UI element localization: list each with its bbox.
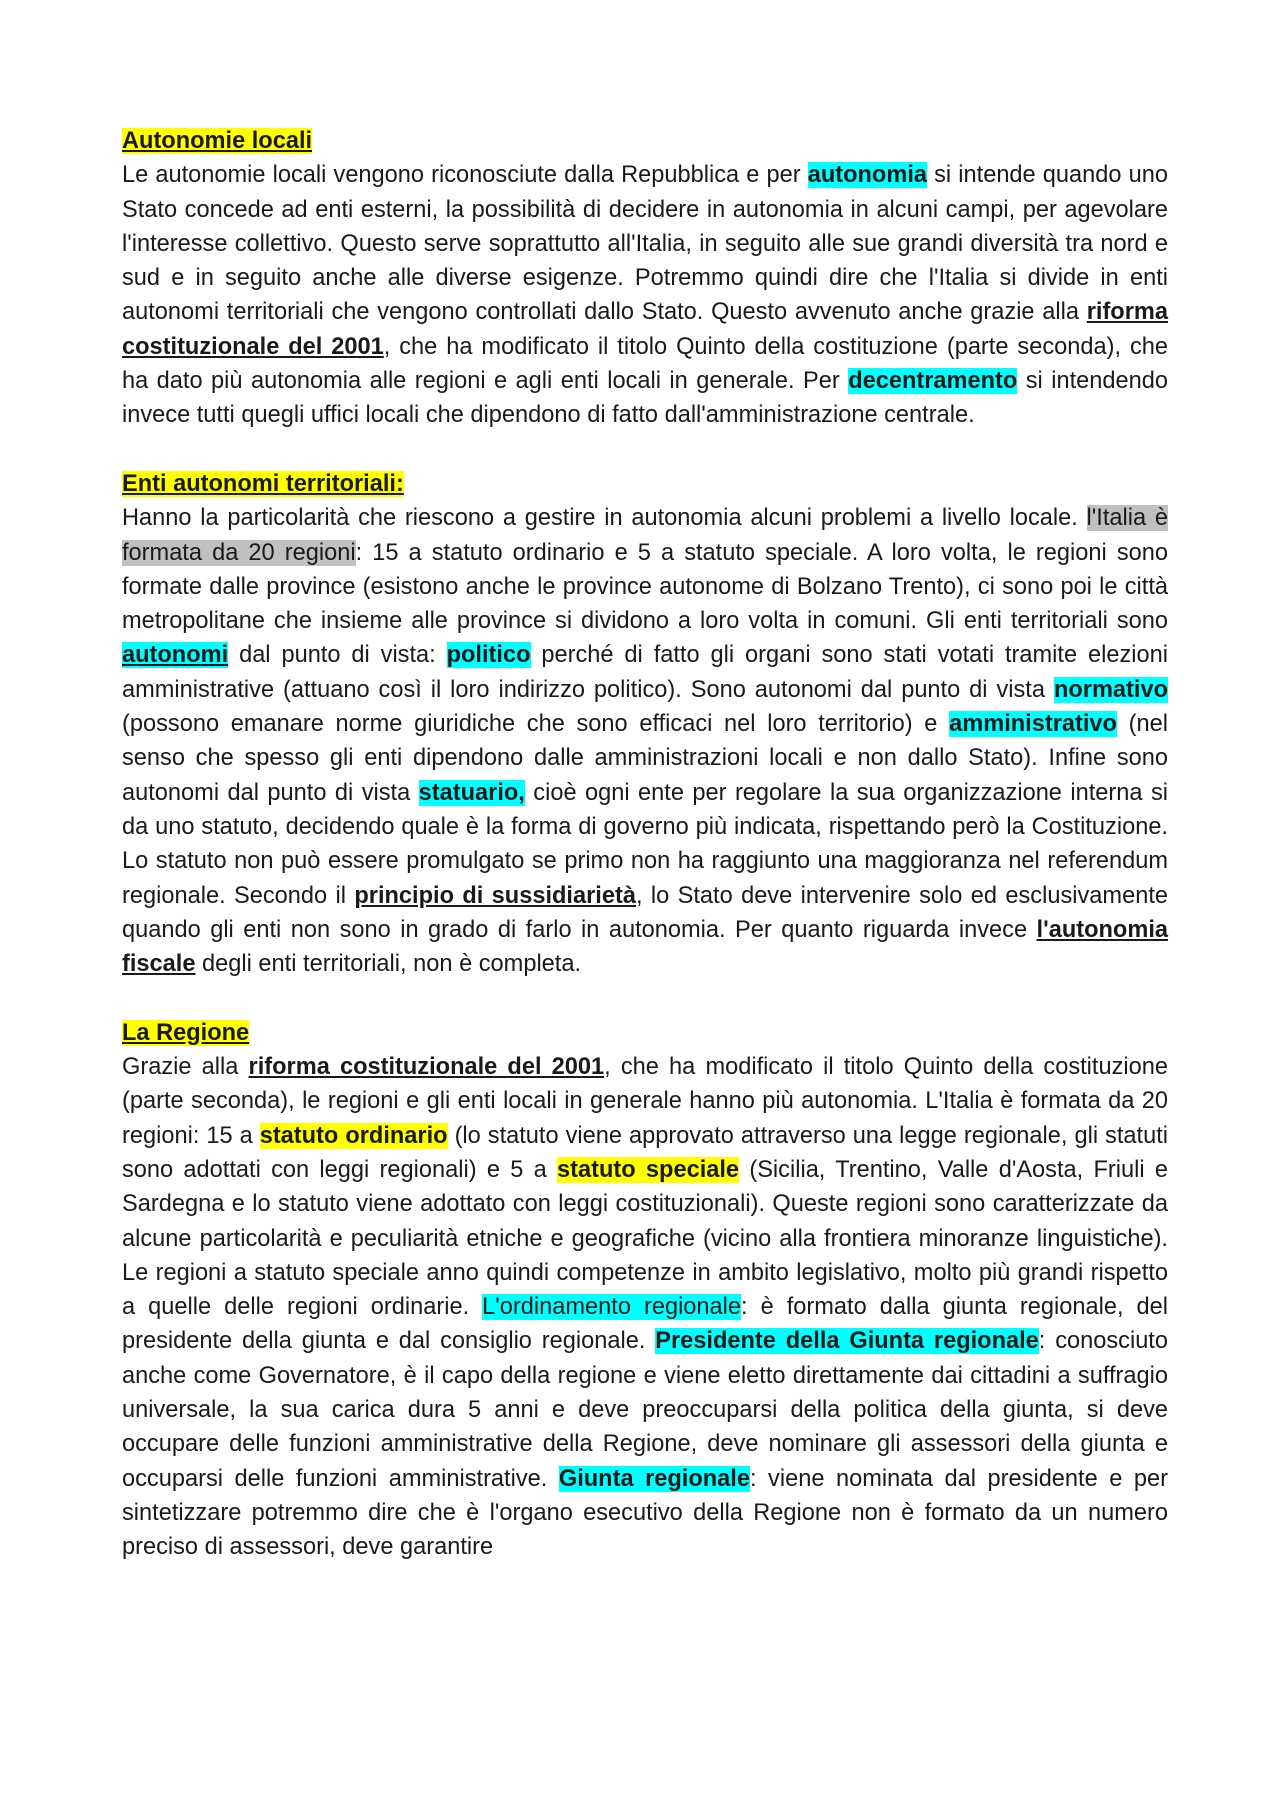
- text-run: Le autonomie locali vengono riconosciute dalla Repubblica e per: [122, 162, 808, 189]
- highlighted-term: statuario,: [418, 779, 525, 806]
- text-run: (lo statuto viene approvato attraverso una legge regionale, gli statuti sono adottati con leggi regionali) e 5 a: [122, 1122, 1168, 1183]
- text-run: : è formato dalla giunta regionale, del presidente della giunta e dal consiglio regionale.: [122, 1294, 1168, 1355]
- highlighted-term: amministrativo: [949, 711, 1117, 738]
- highlighted-term: l'autonomia fiscale: [122, 916, 1168, 978]
- text-run: (Sicilia, Trentino, Valle d'Aosta, Friuli e Sardegna e lo statuto viene adottato con leggi costituzionali). Queste regioni sono caratterizzate da alcune particolarità e peculiarità etniche e geografiche (vicino alla frontiera minoranze linguistiche). Le regioni a statuto speciale anno quindi competenze in ambito legislativo, molto più grandi rispetto a quelle delle regioni ordinarie.: [122, 1156, 1168, 1321]
- highlighted-term: decentramento: [848, 368, 1018, 395]
- section-title: Autonomie locali: [122, 128, 313, 154]
- section-paragraph: [122, 501, 1168, 981]
- section-autonomie-locali: [122, 124, 1168, 433]
- section-la-regione: [122, 1016, 1168, 1565]
- text-run: : viene nominata dal presidente e per sintetizzare potremmo dire che è l'organo esecutivo della Regione non è formato da un numero preciso di assessori, deve garantire: [122, 1465, 1168, 1561]
- highlighted-term: riforma costituzionale del 2001: [248, 1054, 605, 1081]
- text-run: dal punto di vista:: [228, 642, 447, 669]
- highlighted-term: riforma costituzionale del 2001: [122, 299, 1168, 360]
- text-run: , che ha modificato il titolo Quinto della costituzione (parte seconda), che ha dato più autonomia alle regioni e agli enti locali in generale. Per: [122, 333, 1168, 395]
- text-run: degli enti territoriali, non è completa.: [195, 951, 582, 978]
- section-enti-autonomi: [122, 467, 1168, 981]
- text-run: (nel senso che spesso gli enti dipendono dalle amministrazioni locali e non dallo Stato). Infine sono autonomi dal punto di vista: [122, 711, 1168, 806]
- text-run: : 15 a statuto ordinario e 5 a statuto speciale. A loro volta, le regioni sono formate dalle province (esistono anche le province autonome di Bolzano Trento), ci sono poi le città metropolitane che insieme alle province si dividono a loro volta in comuni. Gli enti territoriali sono: [122, 539, 1168, 635]
- text-run: si intendendo invece tutti quegli uffici locali che dipendono di fatto dall'amministrazione centrale.: [122, 368, 1169, 429]
- text-run: Grazie alla: [122, 1054, 249, 1081]
- text-run: si intende quando uno Stato concede ad enti esterni, la possibilità di decidere in autonomia in alcuni campi, per agevolare l'interesse collettivo. Questo serve soprattutto all'Italia, in seguito alle sue grandi diversità tra nord e sud e in seguito anche alle diverse esigenze. Potremmo quindi dire che l'Italia si divide in enti autonomi territoriali che vengono controllati dallo Stato. Questo avvenuto anche grazie alla: [122, 162, 1168, 326]
- highlighted-term: Giunta regionale: [558, 1465, 750, 1492]
- section-paragraph: [122, 158, 1168, 432]
- highlighted-term: L'ordinamento regionale: [482, 1294, 742, 1321]
- text-run: perché di fatto gli organi sono stati votati tramite elezioni amministrative (attuano così il loro indirizzo politico). Sono autonomi dal punto di vista: [122, 642, 1168, 703]
- highlighted-term: autonomi: [122, 642, 229, 669]
- text-run: : conosciuto anche come Governatore, è il capo della regione e viene eletto direttamente dai cittadini a suffragio universale, la sua carica dura 5 anni e deve preoccuparsi della politica della giunta, si deve occupare delle funzioni amministrative della Regione, deve nominare gli assessori della giunta e occuparsi delle funzioni amministrative.: [122, 1328, 1168, 1492]
- text-run: cioè ogni ente per regolare la sua organizzazione interna si da uno statuto, decidendo quale è la forma di governo più indicata, rispettando però la Costituzione. Lo statuto non può essere promulgato se primo non ha raggiunto una maggioranza nel referendum regionale. Secondo il: [122, 779, 1168, 909]
- section-title: Enti autonomi territoriali:: [122, 470, 404, 497]
- highlighted-term: politico: [446, 642, 531, 669]
- document-page: [122, 124, 1168, 1599]
- highlighted-term: normativo: [1053, 676, 1168, 703]
- highlighted-term: Presidente della Giunta regionale: [655, 1328, 1039, 1355]
- highlighted-term: autonomia: [807, 162, 928, 189]
- highlighted-term: principio di sussidiarietà: [354, 882, 636, 909]
- highlighted-term: l'Italia è formata da 20 regioni: [122, 505, 1168, 566]
- text-run: , che ha modificato il titolo Quinto della costituzione (parte seconda), le regioni e gli enti locali in generale hanno più autonomia. L'Italia è formata da 20 regioni: 15 a: [122, 1054, 1168, 1149]
- highlighted-term: statuto speciale: [557, 1156, 740, 1183]
- text-run: Hanno la particolarità che riescono a gestire in autonomia alcuni problemi a livello locale.: [122, 505, 1087, 532]
- section-title: La Regione: [122, 1019, 250, 1046]
- text-run: (possono emanare norme giuridiche che sono efficaci nel loro territorio) e: [122, 711, 950, 738]
- section-paragraph: [122, 1050, 1168, 1564]
- highlighted-term: statuto ordinario: [259, 1122, 448, 1149]
- text-run: , lo Stato deve intervenire solo ed esclusivamente quando gli enti non sono in grado di farlo in autonomia. Per quanto riguarda invece: [122, 882, 1169, 943]
